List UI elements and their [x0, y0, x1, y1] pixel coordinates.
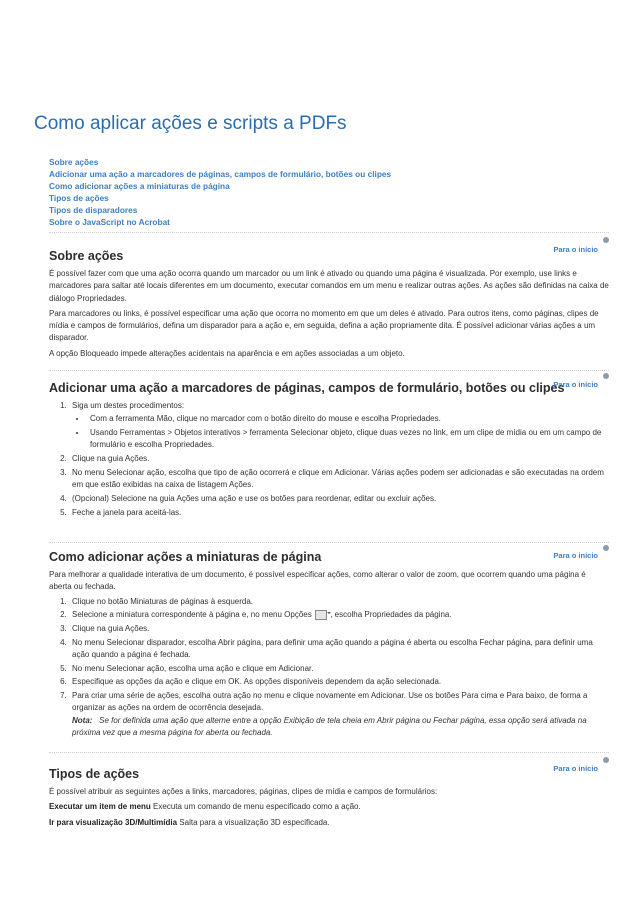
steps-list [49, 400, 609, 519]
definition-term: Ir para visualização 3D/Multimídia [49, 817, 178, 827]
section-title: Como adicionar ações a miniaturas de página [49, 550, 322, 564]
definition-desc: Executa um comando de menu especificado como a ação. [153, 802, 361, 812]
section-divider [49, 232, 609, 233]
section-miniaturas [49, 545, 609, 741]
step-text: Selecione a miniatura correspondente à página e, no menu Opções [72, 610, 312, 620]
table-of-contents [49, 156, 391, 228]
arrow-up-icon [603, 757, 609, 763]
list-item [69, 690, 609, 739]
list-item: 4. (Opcional) Selecione na guia Ações uma ação e use os botões para reordenar, editar ou excluir ações. [69, 493, 609, 505]
step-text: , escolha Propriedades da página. [330, 610, 452, 620]
section-sobre-acoes [49, 237, 609, 361]
back-to-top-link[interactable]: Para o início [553, 245, 598, 254]
list-item: 2. Clique na guia Ações. [69, 453, 609, 465]
section-tipos-acoes [49, 757, 609, 830]
definition-item [49, 817, 609, 829]
arrow-up-icon [603, 545, 609, 551]
section-title: Tipos de ações [49, 767, 140, 781]
list-item: 1. Clique no botão Miniaturas de páginas à esquerda. [69, 596, 609, 608]
section-title: Adicionar uma ação a marcadores de páginas, campos de formulário, botões ou clipes [49, 381, 565, 395]
definition-term: Executar um item de menu [49, 802, 151, 812]
note [72, 715, 609, 740]
note-label: Nota: [72, 715, 93, 725]
section-divider [49, 542, 609, 543]
step-text: Siga um destes procedimentos: [72, 401, 185, 410]
list-item: 3. Clique na guia Ações. [69, 623, 609, 635]
sub-list [72, 413, 609, 451]
toc-link-sobre-acoes[interactable]: Sobre ações [49, 157, 99, 167]
back-to-top-link[interactable]: Para o início [553, 551, 598, 560]
page-title: Como aplicar ações e scripts a PDFs [34, 113, 347, 134]
list-item [69, 400, 609, 452]
paragraph: É possível fazer com que uma ação ocorra quando um marcador ou um link é ativado ou quando uma página é visualizada. Por exemplo, use links e marcadores para saltar até locais diferentes em um documento, executar comandos em um menu e realizar outras ações. As ações são definidas na caixa de diálogo Propriedades. [49, 269, 609, 303]
note-text: Se for definida uma ação que alterne entre a opção Exibição de tela cheia em Abrir página ou Fechar página, essa opção será ativada na próxima vez que a mesma página for aberta ou fechada. [72, 715, 587, 737]
list-item: 3. No menu Selecionar ação, escolha que tipo de ação ocorrerá e clique em Adicionar. Várias ações podem ser adicionadas e são executadas na ordem em que estão exibidas na caixa de listagem Ações. [69, 467, 609, 492]
arrow-up-icon [603, 237, 609, 243]
section-divider [49, 370, 609, 371]
step-text: Para criar uma série de ações, escolha outra ação no menu e clique novamente em Adicionar. Use os botões Para cima e Para baixo, de forma a organizar as ações na ordem de ocorrência desejada. [72, 691, 588, 713]
toc-link-tipos-acoes[interactable]: Tipos de ações [49, 193, 109, 203]
list-item [69, 609, 609, 621]
list-item: 5. No menu Selecionar ação, escolha uma ação e clique em Adicionar. [69, 663, 609, 675]
list-item: 4. No menu Selecionar disparador, escolha Abrir página, para definir uma ação quando a página é aberta ou escolha Fechar página, para definir uma ação quando a página é fechada. [69, 637, 609, 662]
toc-link-miniaturas[interactable]: Como adicionar ações a miniaturas de página [49, 181, 230, 191]
toc-link-tipos-disparadores[interactable]: Tipos de disparadores [49, 205, 138, 215]
section-divider [49, 752, 609, 753]
steps-list [49, 596, 609, 740]
options-menu-icon [315, 610, 327, 620]
list-item: 5. Feche a janela para aceitá-las. [69, 507, 609, 519]
definition-desc: Salta para a visualização 3D especificada. [179, 817, 330, 827]
section-adicionar-acao [49, 373, 609, 520]
list-item: • Usando Ferramentas > Objetos interativos > ferramenta Selecionar objeto, clique duas vezes no link, em um clipe de mídia ou em um campo de formulário e escolha Propriedades. [87, 427, 609, 452]
paragraph: Para marcadores ou links, é possível especificar uma ação que ocorra no momento em que um deles é ativado. Para outros itens, como páginas, clipes de mídia e campos de formulários, defina um disparador para a ação e, em seguida, defina a ação propriamente dita. É possível adicionar várias ações a um disparador. [49, 308, 599, 343]
toc-link-adicionar-acao[interactable]: Adicionar uma ação a marcadores de páginas, campos de formulário, botões ou clipes [49, 169, 392, 179]
list-item: 6. Especifique as opções da ação e clique em OK. As opções disponíveis dependem da ação selecionada. [69, 676, 609, 688]
paragraph: A opção Bloqueado impede alterações acidentais na aparência e em ações associadas a um objeto. [49, 348, 405, 358]
back-to-top-link[interactable]: Para o início [553, 380, 598, 389]
toc-link-javascript[interactable]: Sobre o JavaScript no Acrobat [49, 217, 170, 227]
definition-item [49, 801, 609, 813]
arrow-up-icon [603, 373, 609, 379]
paragraph: É possível atribuir as seguintes ações a links, marcadores, páginas, clipes de mídia e campos de formulários: [49, 787, 438, 796]
back-to-top-link[interactable]: Para o início [553, 764, 598, 773]
paragraph: Para melhorar a qualidade interativa de um documento, é possível especificar ações, como alterar o valor de zoom, que ocorrem quando uma página é aberta ou fechada. [49, 570, 586, 592]
list-item: • Com a ferramenta Mão, clique no marcador com o botão direito do mouse e escolha Propriedades. [87, 413, 609, 425]
section-title: Sobre ações [49, 249, 124, 263]
